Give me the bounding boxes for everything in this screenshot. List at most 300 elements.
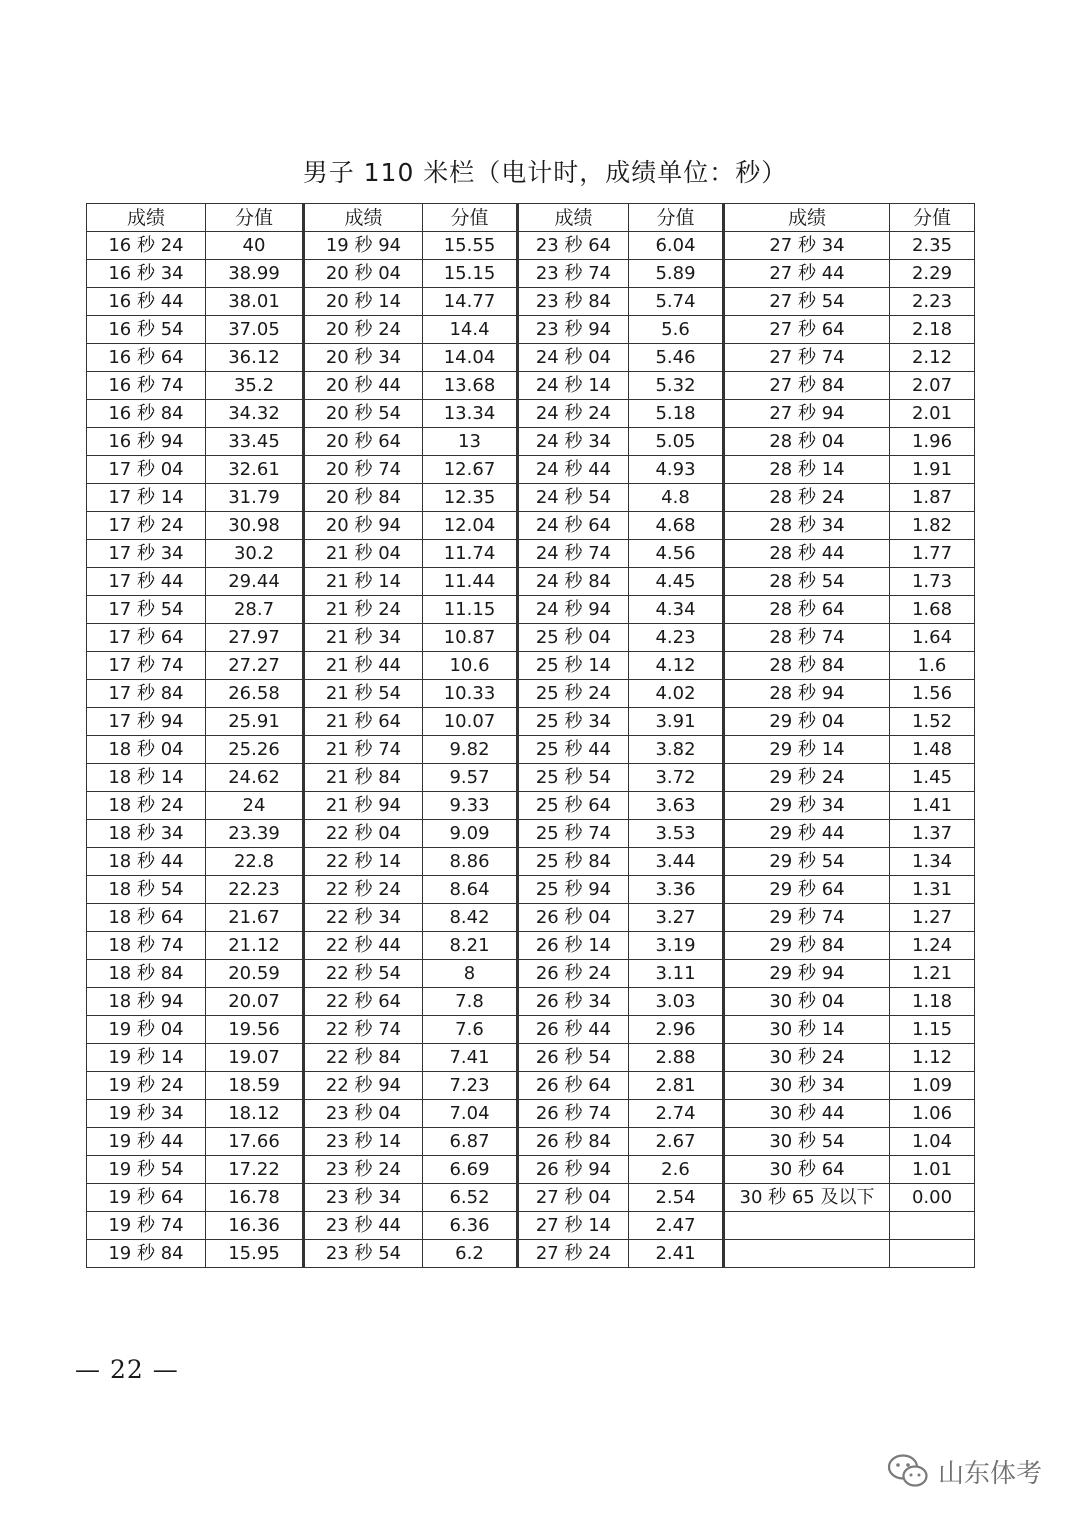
score-cell: 11.74 <box>423 540 518 568</box>
result-cell: 29 秒 14 <box>724 736 890 764</box>
result-cell: 16 秒 84 <box>87 400 206 428</box>
result-cell: 27 秒 84 <box>724 372 890 400</box>
result-cell: 22 秒 64 <box>304 988 423 1016</box>
score-cell: 21.67 <box>206 904 304 932</box>
result-cell: 17 秒 64 <box>87 624 206 652</box>
result-cell: 29 秒 94 <box>724 960 890 988</box>
result-cell: 29 秒 84 <box>724 932 890 960</box>
result-cell: 26 秒 54 <box>518 1044 629 1072</box>
score-cell: 3.27 <box>629 904 724 932</box>
score-cell: 3.19 <box>629 932 724 960</box>
score-cell: 8.86 <box>423 848 518 876</box>
result-cell: 20 秒 44 <box>304 372 423 400</box>
result-cell: 26 秒 84 <box>518 1128 629 1156</box>
score-cell: 3.36 <box>629 876 724 904</box>
score-cell: 0.00 <box>890 1184 975 1212</box>
table-row <box>87 1212 975 1240</box>
result-cell: 19 秒 34 <box>87 1100 206 1128</box>
result-cell: 16 秒 64 <box>87 344 206 372</box>
score-cell: 7.41 <box>423 1044 518 1072</box>
page-title: 男子 110 米栏（电计时，成绩单位：秒） <box>302 158 788 187</box>
result-cell: 20 秒 34 <box>304 344 423 372</box>
result-cell: 24 秒 64 <box>518 512 629 540</box>
result-cell: 30 秒 54 <box>724 1128 890 1156</box>
score-cell <box>890 1240 975 1268</box>
score-cell: 5.89 <box>629 260 724 288</box>
result-cell: 22 秒 44 <box>304 932 423 960</box>
score-cell: 1.82 <box>890 512 975 540</box>
result-cell: 29 秒 04 <box>724 708 890 736</box>
score-cell: 24.62 <box>206 764 304 792</box>
result-cell: 18 秒 44 <box>87 848 206 876</box>
score-cell: 2.67 <box>629 1128 724 1156</box>
score-cell: 1.04 <box>890 1128 975 1156</box>
result-cell: 24 秒 04 <box>518 344 629 372</box>
table-row <box>87 848 975 876</box>
result-cell: 22 秒 84 <box>304 1044 423 1072</box>
score-cell: 9.57 <box>423 764 518 792</box>
result-cell: 19 秒 24 <box>87 1072 206 1100</box>
result-cell: 23 秒 74 <box>518 260 629 288</box>
table-row <box>87 1156 975 1184</box>
score-cell: 10.87 <box>423 624 518 652</box>
result-cell: 28 秒 04 <box>724 428 890 456</box>
result-cell: 19 秒 04 <box>87 1016 206 1044</box>
result-cell: 17 秒 14 <box>87 484 206 512</box>
result-cell: 24 秒 14 <box>518 372 629 400</box>
watermark <box>886 1452 1042 1490</box>
score-cell: 36.12 <box>206 344 304 372</box>
result-cell: 21 秒 84 <box>304 764 423 792</box>
watermark-text: 山东体考 <box>937 1458 1042 1489</box>
score-cell: 3.53 <box>629 820 724 848</box>
result-cell: 17 秒 54 <box>87 596 206 624</box>
table-row <box>87 400 975 428</box>
score-cell: 2.54 <box>629 1184 724 1212</box>
result-cell: 16 秒 24 <box>87 232 206 260</box>
table-row <box>87 904 975 932</box>
score-cell: 3.91 <box>629 708 724 736</box>
page-number: — 22 — <box>75 1355 179 1384</box>
result-cell: 25 秒 44 <box>518 736 629 764</box>
result-cell: 30 秒 64 <box>724 1156 890 1184</box>
header-score: 分值 <box>206 204 304 232</box>
table-row <box>87 960 975 988</box>
score-cell: 2.18 <box>890 316 975 344</box>
score-cell: 22.23 <box>206 876 304 904</box>
result-cell: 29 秒 74 <box>724 904 890 932</box>
score-cell: 2.96 <box>629 1016 724 1044</box>
score-cell: 22.8 <box>206 848 304 876</box>
table-row <box>87 596 975 624</box>
table-row <box>87 512 975 540</box>
score-cell: 5.74 <box>629 288 724 316</box>
score-cell: 5.18 <box>629 400 724 428</box>
score-cell: 1.34 <box>890 848 975 876</box>
score-cell: 13.68 <box>423 372 518 400</box>
score-cell: 12.67 <box>423 456 518 484</box>
score-cell: 1.31 <box>890 876 975 904</box>
table-row <box>87 1240 975 1268</box>
score-cell: 6.52 <box>423 1184 518 1212</box>
result-cell: 23 秒 64 <box>518 232 629 260</box>
score-cell: 11.15 <box>423 596 518 624</box>
result-cell: 23 秒 14 <box>304 1128 423 1156</box>
score-cell: 3.82 <box>629 736 724 764</box>
result-cell: 18 秒 64 <box>87 904 206 932</box>
table-row <box>87 988 975 1016</box>
result-cell: 21 秒 54 <box>304 680 423 708</box>
score-cell: 18.12 <box>206 1100 304 1128</box>
wechat-icon <box>886 1452 930 1490</box>
score-cell: 2.07 <box>890 372 975 400</box>
result-cell: 27 秒 04 <box>518 1184 629 1212</box>
score-cell: 16.78 <box>206 1184 304 1212</box>
score-cell: 2.12 <box>890 344 975 372</box>
result-cell: 28 秒 84 <box>724 652 890 680</box>
score-cell: 5.46 <box>629 344 724 372</box>
score-cell: 20.59 <box>206 960 304 988</box>
score-cell: 10.33 <box>423 680 518 708</box>
result-cell: 22 秒 14 <box>304 848 423 876</box>
score-cell: 1.01 <box>890 1156 975 1184</box>
result-cell: 19 秒 94 <box>304 232 423 260</box>
result-cell: 20 秒 04 <box>304 260 423 288</box>
result-cell: 29 秒 64 <box>724 876 890 904</box>
score-cell: 33.45 <box>206 428 304 456</box>
score-cell: 4.8 <box>629 484 724 512</box>
score-cell: 4.23 <box>629 624 724 652</box>
table-row <box>87 624 975 652</box>
score-cell: 10.6 <box>423 652 518 680</box>
score-cell: 24 <box>206 792 304 820</box>
score-cell: 1.77 <box>890 540 975 568</box>
score-cell: 20.07 <box>206 988 304 1016</box>
result-cell: 25 秒 74 <box>518 820 629 848</box>
score-cell: 2.35 <box>890 232 975 260</box>
result-cell: 17 秒 94 <box>87 708 206 736</box>
score-cell: 1.91 <box>890 456 975 484</box>
score-cell: 1.06 <box>890 1100 975 1128</box>
score-cell: 29.44 <box>206 568 304 596</box>
score-cell: 2.41 <box>629 1240 724 1268</box>
score-cell: 1.73 <box>890 568 975 596</box>
score-cell: 2.01 <box>890 400 975 428</box>
score-cell: 8 <box>423 960 518 988</box>
score-cell: 37.05 <box>206 316 304 344</box>
table-row <box>87 736 975 764</box>
score-cell: 17.22 <box>206 1156 304 1184</box>
score-cell: 1.24 <box>890 932 975 960</box>
header-result: 成绩 <box>518 204 629 232</box>
result-cell: 26 秒 74 <box>518 1100 629 1128</box>
table-row <box>87 456 975 484</box>
result-cell: 24 秒 34 <box>518 428 629 456</box>
result-cell: 17 秒 04 <box>87 456 206 484</box>
result-cell: 24 秒 94 <box>518 596 629 624</box>
result-cell: 16 秒 54 <box>87 316 206 344</box>
score-cell: 4.68 <box>629 512 724 540</box>
table-row <box>87 876 975 904</box>
table-row <box>87 1044 975 1072</box>
header-score: 分值 <box>890 204 975 232</box>
score-cell: 2.47 <box>629 1212 724 1240</box>
result-cell: 25 秒 04 <box>518 624 629 652</box>
score-cell: 15.95 <box>206 1240 304 1268</box>
score-cell: 7.04 <box>423 1100 518 1128</box>
score-cell: 18.59 <box>206 1072 304 1100</box>
result-cell: 28 秒 14 <box>724 456 890 484</box>
score-cell: 16.36 <box>206 1212 304 1240</box>
result-cell: 26 秒 24 <box>518 960 629 988</box>
table-row <box>87 568 975 596</box>
result-cell: 28 秒 54 <box>724 568 890 596</box>
result-cell: 20 秒 84 <box>304 484 423 512</box>
result-cell: 22 秒 94 <box>304 1072 423 1100</box>
result-cell: 26 秒 04 <box>518 904 629 932</box>
result-cell: 18 秒 94 <box>87 988 206 1016</box>
result-cell: 27 秒 24 <box>518 1240 629 1268</box>
score-cell: 2.23 <box>890 288 975 316</box>
table-row <box>87 652 975 680</box>
result-cell: 19 秒 84 <box>87 1240 206 1268</box>
result-cell: 18 秒 04 <box>87 736 206 764</box>
score-cell: 5.05 <box>629 428 724 456</box>
score-cell: 23.39 <box>206 820 304 848</box>
result-cell: 29 秒 44 <box>724 820 890 848</box>
header-result: 成绩 <box>304 204 423 232</box>
score-cell: 6.69 <box>423 1156 518 1184</box>
score-cell: 3.44 <box>629 848 724 876</box>
header-score: 分值 <box>629 204 724 232</box>
score-cell: 1.52 <box>890 708 975 736</box>
score-cell: 2.29 <box>890 260 975 288</box>
result-cell: 24 秒 24 <box>518 400 629 428</box>
score-cell: 11.44 <box>423 568 518 596</box>
score-cell: 32.61 <box>206 456 304 484</box>
result-cell: 18 秒 14 <box>87 764 206 792</box>
score-cell: 7.8 <box>423 988 518 1016</box>
score-cell: 8.21 <box>423 932 518 960</box>
result-cell: 27 秒 54 <box>724 288 890 316</box>
table-row <box>87 288 975 316</box>
score-cell: 1.45 <box>890 764 975 792</box>
score-table-body <box>87 232 975 1268</box>
score-cell: 1.6 <box>890 652 975 680</box>
result-cell <box>724 1240 890 1268</box>
score-cell: 34.32 <box>206 400 304 428</box>
table-row <box>87 764 975 792</box>
score-cell: 1.09 <box>890 1072 975 1100</box>
result-cell: 18 秒 74 <box>87 932 206 960</box>
result-cell: 20 秒 64 <box>304 428 423 456</box>
table-row <box>87 428 975 456</box>
result-cell: 20 秒 24 <box>304 316 423 344</box>
score-cell: 10.07 <box>423 708 518 736</box>
result-cell: 28 秒 44 <box>724 540 890 568</box>
result-cell: 19 秒 64 <box>87 1184 206 1212</box>
result-cell: 27 秒 34 <box>724 232 890 260</box>
result-cell: 17 秒 44 <box>87 568 206 596</box>
result-cell: 27 秒 64 <box>724 316 890 344</box>
score-cell: 25.91 <box>206 708 304 736</box>
result-cell: 23 秒 94 <box>518 316 629 344</box>
result-cell: 25 秒 24 <box>518 680 629 708</box>
score-cell: 25.26 <box>206 736 304 764</box>
score-cell: 30.2 <box>206 540 304 568</box>
result-cell: 30 秒 24 <box>724 1044 890 1072</box>
table-row <box>87 932 975 960</box>
score-cell: 28.7 <box>206 596 304 624</box>
score-cell: 27.27 <box>206 652 304 680</box>
score-cell: 4.12 <box>629 652 724 680</box>
table-row <box>87 316 975 344</box>
score-cell: 9.33 <box>423 792 518 820</box>
score-cell: 3.72 <box>629 764 724 792</box>
score-cell: 5.32 <box>629 372 724 400</box>
table-row <box>87 1128 975 1156</box>
result-cell: 17 秒 24 <box>87 512 206 540</box>
result-cell: 21 秒 94 <box>304 792 423 820</box>
score-cell: 3.11 <box>629 960 724 988</box>
result-cell: 28 秒 24 <box>724 484 890 512</box>
result-cell: 29 秒 34 <box>724 792 890 820</box>
score-cell: 1.41 <box>890 792 975 820</box>
table-row <box>87 1184 975 1212</box>
result-cell: 22 秒 24 <box>304 876 423 904</box>
result-cell: 16 秒 74 <box>87 372 206 400</box>
result-cell: 16 秒 34 <box>87 260 206 288</box>
result-cell: 17 秒 34 <box>87 540 206 568</box>
score-cell: 19.07 <box>206 1044 304 1072</box>
result-cell: 30 秒 65 及以下 <box>724 1184 890 1212</box>
result-cell: 23 秒 04 <box>304 1100 423 1128</box>
result-cell: 30 秒 14 <box>724 1016 890 1044</box>
table-row <box>87 680 975 708</box>
table-row <box>87 708 975 736</box>
table-row <box>87 792 975 820</box>
score-cell: 6.2 <box>423 1240 518 1268</box>
result-cell: 19 秒 54 <box>87 1156 206 1184</box>
table-row <box>87 1016 975 1044</box>
result-cell: 20 秒 94 <box>304 512 423 540</box>
score-cell: 1.12 <box>890 1044 975 1072</box>
score-cell: 1.48 <box>890 736 975 764</box>
score-cell: 6.87 <box>423 1128 518 1156</box>
score-cell: 40 <box>206 232 304 260</box>
result-cell: 28 秒 34 <box>724 512 890 540</box>
result-cell: 28 秒 74 <box>724 624 890 652</box>
table-header-row <box>87 204 975 232</box>
score-cell: 14.4 <box>423 316 518 344</box>
score-cell: 4.45 <box>629 568 724 596</box>
result-cell: 21 秒 64 <box>304 708 423 736</box>
result-cell: 23 秒 84 <box>518 288 629 316</box>
score-cell: 1.37 <box>890 820 975 848</box>
score-cell: 1.56 <box>890 680 975 708</box>
score-cell: 1.96 <box>890 428 975 456</box>
score-cell: 9.09 <box>423 820 518 848</box>
result-cell: 16 秒 94 <box>87 428 206 456</box>
score-cell: 2.88 <box>629 1044 724 1072</box>
score-cell: 6.36 <box>423 1212 518 1240</box>
result-cell: 17 秒 74 <box>87 652 206 680</box>
score-cell: 8.64 <box>423 876 518 904</box>
score-cell: 15.15 <box>423 260 518 288</box>
result-cell: 16 秒 44 <box>87 288 206 316</box>
score-cell: 13.34 <box>423 400 518 428</box>
result-cell: 23 秒 34 <box>304 1184 423 1212</box>
score-cell: 2.6 <box>629 1156 724 1184</box>
score-cell: 14.77 <box>423 288 518 316</box>
score-cell: 31.79 <box>206 484 304 512</box>
score-cell: 4.93 <box>629 456 724 484</box>
score-cell: 1.87 <box>890 484 975 512</box>
result-cell: 25 秒 64 <box>518 792 629 820</box>
result-cell: 30 秒 04 <box>724 988 890 1016</box>
result-cell: 26 秒 94 <box>518 1156 629 1184</box>
score-cell: 8.42 <box>423 904 518 932</box>
score-cell: 1.68 <box>890 596 975 624</box>
result-cell: 25 秒 94 <box>518 876 629 904</box>
result-cell: 27 秒 14 <box>518 1212 629 1240</box>
result-cell: 29 秒 54 <box>724 848 890 876</box>
table-row <box>87 540 975 568</box>
score-cell: 7.6 <box>423 1016 518 1044</box>
table-row <box>87 372 975 400</box>
score-cell: 4.56 <box>629 540 724 568</box>
result-cell: 19 秒 14 <box>87 1044 206 1072</box>
result-cell: 19 秒 44 <box>87 1128 206 1156</box>
score-cell: 5.6 <box>629 316 724 344</box>
score-cell: 3.03 <box>629 988 724 1016</box>
score-cell: 26.58 <box>206 680 304 708</box>
score-cell: 12.35 <box>423 484 518 512</box>
result-cell: 18 秒 24 <box>87 792 206 820</box>
score-cell: 7.23 <box>423 1072 518 1100</box>
result-cell: 26 秒 14 <box>518 932 629 960</box>
result-cell: 28 秒 94 <box>724 680 890 708</box>
result-cell: 29 秒 24 <box>724 764 890 792</box>
result-cell: 27 秒 44 <box>724 260 890 288</box>
result-cell: 20 秒 74 <box>304 456 423 484</box>
table-row <box>87 232 975 260</box>
score-cell: 1.21 <box>890 960 975 988</box>
result-cell: 20 秒 54 <box>304 400 423 428</box>
result-cell: 24 秒 74 <box>518 540 629 568</box>
table-row <box>87 1100 975 1128</box>
score-cell: 35.2 <box>206 372 304 400</box>
score-cell <box>890 1212 975 1240</box>
score-cell: 21.12 <box>206 932 304 960</box>
result-cell: 30 秒 44 <box>724 1100 890 1128</box>
score-cell: 1.18 <box>890 988 975 1016</box>
score-cell: 6.04 <box>629 232 724 260</box>
result-cell: 27 秒 74 <box>724 344 890 372</box>
score-cell: 4.02 <box>629 680 724 708</box>
result-cell: 22 秒 34 <box>304 904 423 932</box>
score-cell: 17.66 <box>206 1128 304 1156</box>
score-cell: 3.63 <box>629 792 724 820</box>
result-cell: 30 秒 34 <box>724 1072 890 1100</box>
result-cell: 25 秒 34 <box>518 708 629 736</box>
score-cell: 1.27 <box>890 904 975 932</box>
table-row <box>87 260 975 288</box>
result-cell: 23 秒 44 <box>304 1212 423 1240</box>
score-cell: 4.34 <box>629 596 724 624</box>
result-cell: 22 秒 54 <box>304 960 423 988</box>
score-cell: 2.74 <box>629 1100 724 1128</box>
